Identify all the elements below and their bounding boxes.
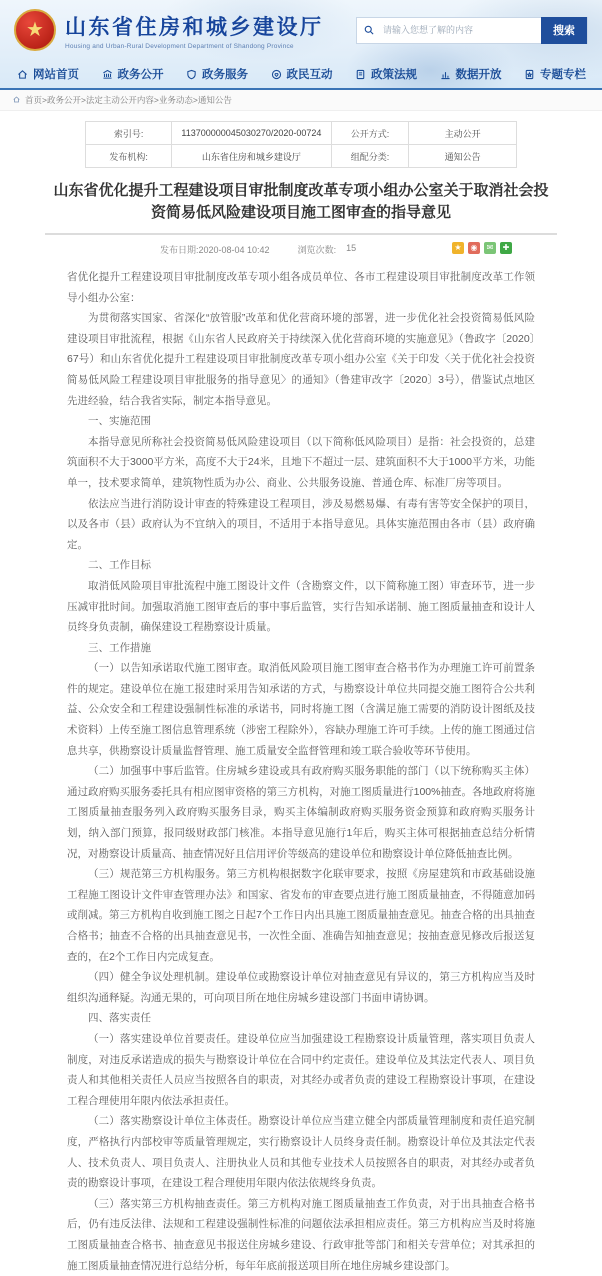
- breadcrumb-home-icon: [12, 95, 21, 106]
- search-button[interactable]: 搜索: [541, 17, 587, 44]
- article-paragraph: （三）规范第三方机构服务。第三方机构根据数字化联审要求，按照《房屋建筑和市政基础设施工程施工图设计文件审查管理办法》和国家、省发布的审查要点进行施工图质量抽查，不得随意加码或削减。第三方机构自收到施工图之日起7个工作日内出具施工图质量抽查意见。抽查合格的出具抽查合格书；抽查不合格的出具抽查意见书，一次性全面、准确告知抽查意见；按抽查意见修改后报送复查的，在2个工作日内完成复查。: [67, 868, 535, 963]
- wechat-share-icon[interactable]: ✉: [484, 242, 496, 254]
- page-title: 山东省优化提升工程建设项目审批制度改革专项小组办公室关于取消社会投资简易低风险建设项目施工图审查的指导意见: [53, 182, 549, 221]
- article-paragraph: 本指导意见所称社会投资简易低风险建设项目（以下简称低风险项目）是指：社会投资的，总建筑面积不大于3000平方米，高度不大于24米，且地下不超过一层、建筑面积不大于1000平方米，功能单一，技术要求简单，建筑物性质为办公、商业、公共服务设施、普通仓库、标准厂房等项目。: [67, 435, 535, 489]
- nav-open-data[interactable]: [439, 66, 502, 82]
- special-column-icon: [523, 68, 536, 81]
- site-header: [0, 0, 602, 90]
- nav-item-label: 政民互动: [286, 69, 333, 81]
- nav-interaction[interactable]: [270, 66, 333, 82]
- article-paragraph: 三、工作措施: [88, 641, 151, 654]
- shield-icon: [185, 68, 198, 81]
- bar-chart-icon: [439, 68, 452, 81]
- search-input[interactable]: [381, 24, 541, 36]
- nav-item-label: 政策法规: [371, 69, 417, 81]
- breadcrumb[interactable]: [0, 90, 602, 111]
- publish-date: 发布日期:2020-08-04 10:42: [160, 244, 270, 255]
- category-label: 组配分类:: [331, 145, 409, 168]
- table-row: [86, 122, 517, 145]
- article-paragraph: 取消低风险项目审批流程中施工图设计文件（含勘察文件，以下简称施工图）审查环节，进一步压减审批时间。加强取消施工图审查后的事中事后监管，实行告知承诺制、施工图质量抽查和设计人员终身负责制，确保建设工程勘察设计质量。: [67, 579, 535, 634]
- article-paragraph: （二）加强事中事后监管。住房城乡建设或具有政府购买服务职能的部门（以下统称购买主体）通过政府购买服务委托具有相应图审资格的第三方机构，对施工图质量进行100%抽查。各地政府将施工图质量抽查服务列入政府购买服务目录，购买主体编制政府购买服务资金预算和政府购买服务计划，纳入部门预算，报同级财政部门核准。本指导意见施行1年后，购买主体可根据抽查总结分析情况，对勘察设计质量高、抽查情况好且信用评价等级高的建设单位和勘察设计单位降低抽查比例。: [67, 765, 535, 860]
- nav-item-label: 网站首页: [33, 69, 79, 81]
- article-paragraph: 依法应当进行消防设计审查的特殊建设工程项目，涉及易燃易爆、有毒有害等安全保护的项目，以及各市（县）政府认为不宜纳入的项目，不适用于本指导意见。具体实施范围由各市（县）政府确定。: [67, 497, 535, 551]
- home-icon: [16, 68, 29, 81]
- nav-item-label: 政务服务: [202, 69, 248, 81]
- title-divider: [45, 233, 557, 235]
- nav-item-label: 专题专栏: [540, 69, 586, 81]
- qzone-share-icon[interactable]: ★: [452, 242, 464, 254]
- view-count-value: 15: [346, 242, 357, 253]
- issuing-agency-value: 山东省住房和城乡建设厅: [172, 145, 331, 168]
- nav-services[interactable]: [185, 66, 248, 82]
- document-icon: [354, 68, 367, 81]
- article-paragraph: 四、落实责任: [88, 1012, 151, 1025]
- search-icon: [357, 24, 381, 36]
- weibo-share-icon[interactable]: ◉: [468, 242, 480, 254]
- site-name: 山东省住房和城乡建设厅: [65, 14, 324, 39]
- blog-share-icon[interactable]: ✚: [500, 242, 512, 254]
- breadcrumb-text: 首页>政务公开>法定主动公开内容>业务动态>通知公告: [25, 95, 232, 105]
- issuing-agency-label: 发布机构:: [86, 145, 172, 168]
- nav-home[interactable]: [16, 66, 79, 82]
- article-paragraph: （二）落实勘察设计单位主体责任。勘察设计单位应当建立健全内部质量管理制度和责任追究制度，严格执行内部校审等质量管理规定，实行勘察设计人员终身责任制。勘察设计单位及其法定代表人、技术负责人、项目负责人、注册执业人员和其他专业技术人员按照各自的职责，对其经办或者负责的勘察设计事项，在建设工程合理使用年限内依法依规终身负责。: [67, 1115, 535, 1190]
- nav-item-label: 政务公开: [117, 69, 164, 81]
- nav-open-government[interactable]: [101, 66, 164, 82]
- article-paragraph: 省优化提升工程建设项目审批制度改革专项小组各成员单位、各市工程建设项目审批制度改革工作领导小组办公室：: [67, 271, 535, 304]
- article-body: [67, 267, 535, 1276]
- publish-method-label: 公开方式:: [331, 122, 409, 145]
- nav-policies[interactable]: [354, 66, 417, 82]
- share-buttons: [452, 242, 512, 254]
- nav-item-label: 数据开放: [455, 69, 502, 81]
- publish-method-value: 主动公开: [409, 122, 517, 145]
- document-meta-table: [85, 121, 517, 168]
- government-building-icon: [101, 68, 114, 81]
- index-number-label: 索引号:: [86, 122, 172, 145]
- site-name-english: Housing and Urban-Rural Development Department of Shandong Province: [65, 42, 294, 50]
- table-row: [86, 145, 517, 168]
- main-nav: [0, 60, 602, 90]
- article-paragraph: （一）落实建设单位首要责任。建设单位应当加强建设工程勘察设计质量管理，落实项目负责人制度，对违反承诺造成的损失与勘察设计单位在合同中约定责任。建设单位及其法定代表人、项目负责人和其他相关责任人员应当按照各自的职责，对其经办或者负责的建设工程勘察设计事项，在建设工程合理使用年限内依法承担责任。: [67, 1032, 535, 1107]
- article-paragraph: （三）落实第三方机构抽查责任。第三方机构对施工图质量抽查工作负责，对于出具抽查合格书后，仍有违反法律、法规和工程建设强制性标准的问题依法承担相应责任。第三方机构应当及时将施工图质量抽查合格书、抽查意见书报送住房城乡建设、行政审批等部门和相关专营单位；对其承担的施工图质量抽查情况进行总结分析，每年年底前报送项目所在地住房城乡建设部门。: [67, 1197, 535, 1272]
- nav-special-topics[interactable]: [523, 66, 586, 82]
- article-page: [0, 111, 602, 1276]
- article-paragraph: 二、工作目标: [88, 559, 151, 572]
- index-number-value: 113700000045030270/2020-00724: [172, 122, 331, 145]
- article-paragraph: （四）健全争议处理机制。建设单位或勘察设计单位对抽查意见有异议的，第三方机构应当及时组织沟通释疑。沟通无果的，可向项目所在地住房城乡建设部门书面申请协调。: [67, 971, 535, 1004]
- view-count-label: 浏览次数:: [297, 244, 337, 255]
- interaction-heart-icon: [270, 68, 283, 81]
- article-meta-row: [45, 242, 557, 256]
- category-value: 通知公告: [409, 145, 517, 168]
- article-paragraph: 一、实施范围: [88, 415, 151, 428]
- national-emblem-logo: ★: [14, 9, 56, 51]
- article-paragraph: 为贯彻落实国家、省深化“放管服”改革和优化营商环境的部署，进一步优化社会投资简易低风险建设项目审批流程，根据《山东省人民政府关于持续深入优化营商环境的实施意见》（鲁政字〔2020〕67号）和山东省优化提升工程建设项目审批制度改革专项小组办公室《关于印发〈关于优化社会投资简易低风险工程建设项目审批服务的指导意见〉的通知》（鲁建审改字〔2020〕3号），借鉴试点地区先进经验，结合我省实际，制定本指导意见。: [67, 312, 535, 407]
- article-paragraph: （一）以告知承诺取代施工图审查。取消低风险项目施工图审查合格书作为办理施工许可前置条件的规定。建设单位在施工报建时采用告知承诺的方式，与勘察设计单位共同提交施工图符合公共利益、公众安全和工程建设强制性标准的承诺书，同时将施工图（含满足施工需要的消防设计图纸及技术资料）上传至施工图信息管理系统（涉密工程除外），容缺办理施工许可手续。上传的施工图通过信息共享，供勘察设计质量监督管理、施工质量安全监督管理和竣工联合验收等环节使用。: [67, 662, 535, 757]
- search-box: [356, 17, 588, 44]
